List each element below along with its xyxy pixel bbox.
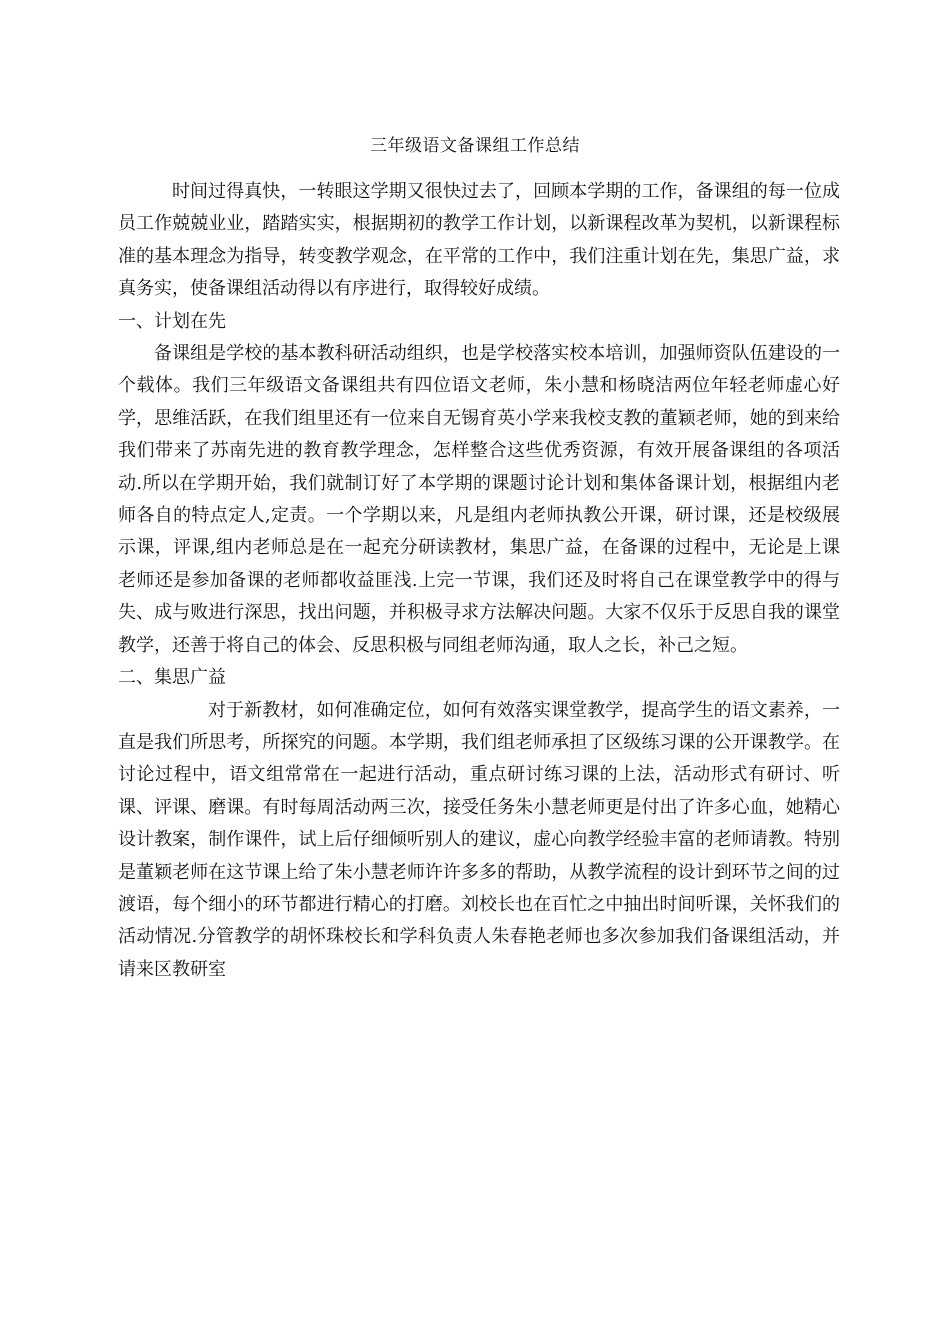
section-heading-collective-wisdom: 二、集思广益 — [118, 667, 226, 689]
intro-paragraph: 时间过得真快，一转眼这学期又很快过去了，回顾本学期的工作，备课组的每一位成员工作兢兢业业，踏踏实实，根据期初的教学工作计划，以新课程改革为契机，以新课程标准的基本理念为指导，转变教学观念，在平常的工作中，我们注重计划在先，集思广益，求真务实，使备课组活动得以有序进行，取得较好成绩。 — [118, 181, 840, 300]
section-paragraph-collective-wisdom: 对于新教材，如何准确定位，如何有效落实课堂教学，提高学生的语文素养，一直是我们所思考，所探究的问题。本学期，我们组老师承担了区级练习课的公开课教学。在讨论过程中，语文组常常在一起进行活动，重点研讨练习课的上法，活动形式有研讨、听课、评课、磨课。有时每周活动两三次，接受任务朱小慧老师更是付出了许多心血，她精心设计教案，制作课件，试上后仔细倾听别人的建议，虚心向教学经验丰富的老师请教。特别是董颖老师在这节课上给了朱小慧老师许许多多的帮助，从教学流程的设计到环节之间的过渡语，每个细小的环节都进行精心的打磨。刘校长也在百忙之中抽出时间听课，关怀我们的活动情况.分管教学的胡怀珠校长和学科负责人朱春艳老师也多次参加我们备课组活动，并请来区教研室 — [118, 699, 840, 980]
section-heading-plan-first: 一、计划在先 — [118, 310, 226, 332]
document-body — [118, 176, 840, 986]
document-title: 三年级语文备课组工作总结 — [370, 136, 580, 156]
section-paragraph-plan-first: 备课组是学校的基本教科研活动组织，也是学校落实校本培训，加强师资队伍建设的一个载体。我们三年级语文备课组共有四位语文老师，朱小慧和杨晓洁两位年轻老师虚心好学，思维活跃，在我们组里还有一位来自无锡育英小学来我校支教的董颖老师，她的到来给我们带来了苏南先进的教育教学理念，怎样整合这些优秀资源，有效开展备课组的各项活动.所以在学期开始，我们就制订好了本学期的课题讨论计划和集体备课计划，根据组内老师各自的特点定人,定责。一个学期以来，凡是组内老师执教公开课，研讨课，还是校级展示课，评课,组内老师总是在一起充分研读教材，集思广益，在备课的过程中，无论是上课老师还是参加备课的老师都收益匪浅.上完一节课，我们还及时将自己在课堂教学中的得与失、成与败进行深思，找出问题，并积极寻求方法解决问题。大家不仅乐于反思自我的课堂教学，还善于将自己的体会、反思积极与同组老师沟通，取人之长，补己之短。 — [118, 343, 840, 656]
